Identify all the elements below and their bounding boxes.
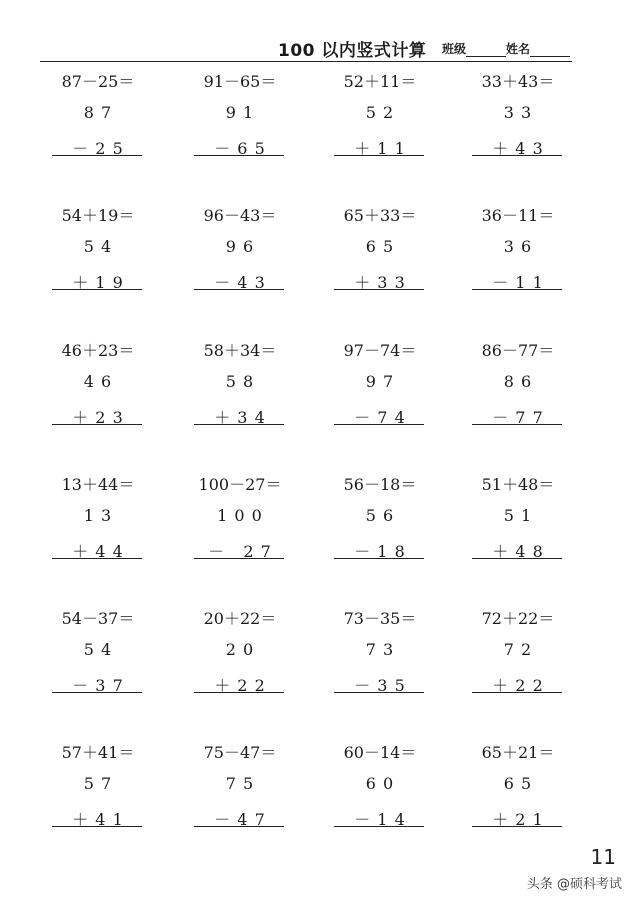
vertical-top-number: 7 2 — [503, 640, 533, 659]
answer-line — [52, 424, 142, 425]
vertical-operand: ＋ 4 8 — [492, 542, 544, 561]
problem-item — [330, 599, 450, 699]
class-label: 班级 — [442, 42, 467, 56]
problem-equation: 36－11＝ — [481, 206, 555, 225]
problem-item — [190, 465, 310, 565]
vertical-operand: － 7 7 — [492, 408, 544, 427]
vertical-top-number: 5 8 — [225, 372, 255, 391]
vertical-operand: ＋ 2 1 — [492, 810, 544, 829]
problem-item — [330, 62, 450, 162]
answer-line — [194, 289, 284, 290]
vertical-operand: ＋ 3 3 — [354, 273, 406, 292]
problem-equation: 65＋33＝ — [343, 206, 417, 225]
vertical-top-number: 7 3 — [365, 640, 395, 659]
vertical-top-number: 3 6 — [503, 237, 533, 256]
problem-item — [48, 331, 168, 431]
vertical-top-number: 5 2 — [365, 103, 395, 122]
problem-equation: 46＋23＝ — [61, 341, 135, 360]
page-number: 11 — [590, 845, 616, 869]
problem-item — [468, 465, 588, 565]
answer-line — [194, 424, 284, 425]
vertical-operand: － 3 5 — [354, 676, 406, 695]
problem-equation: 56－18＝ — [343, 475, 417, 494]
problem-equation: 100－27＝ — [198, 475, 282, 494]
answer-line — [194, 826, 284, 827]
worksheet-header — [0, 0, 640, 62]
vertical-top-number: 2 0 — [225, 640, 255, 659]
problem-equation: 72＋22＝ — [481, 609, 555, 628]
name-label: 姓名 — [506, 42, 531, 56]
problem-item — [330, 331, 450, 431]
problem-item — [48, 62, 168, 162]
problem-item — [190, 331, 310, 431]
problem-equation: 58＋34＝ — [203, 341, 277, 360]
vertical-operand: － 1 4 — [354, 810, 406, 829]
problem-equation: 57＋41＝ — [61, 743, 135, 762]
answer-line — [472, 155, 562, 156]
answer-line — [472, 289, 562, 290]
problem-equation: 75－47＝ — [203, 743, 277, 762]
problem-item — [330, 465, 450, 565]
answer-line — [334, 692, 424, 693]
vertical-top-number: 9 6 — [225, 237, 255, 256]
problem-equation: 33＋43＝ — [481, 72, 555, 91]
vertical-operand: － 4 3 — [214, 273, 266, 292]
answer-line — [52, 826, 142, 827]
vertical-operand: ＋ 2 2 — [214, 676, 266, 695]
answer-line — [334, 289, 424, 290]
problem-item — [190, 733, 310, 833]
vertical-operand: － 6 5 — [214, 139, 266, 158]
vertical-operand: ＋ 4 1 — [72, 810, 124, 829]
vertical-operand: － 1 8 — [354, 542, 406, 561]
class-blank — [466, 44, 506, 57]
problem-item — [48, 733, 168, 833]
vertical-operand: ＋ 1 9 — [72, 273, 124, 292]
answer-line — [334, 558, 424, 559]
answer-line — [472, 826, 562, 827]
problem-item — [468, 599, 588, 699]
vertical-operand: － 7 4 — [354, 408, 406, 427]
answer-line — [52, 692, 142, 693]
problem-item — [48, 196, 168, 296]
vertical-top-number: 5 6 — [365, 506, 395, 525]
problem-item — [468, 196, 588, 296]
problem-equation: 96－43＝ — [203, 206, 277, 225]
problem-item — [330, 733, 450, 833]
watermark-text: 头条 @硕科考试 — [526, 877, 622, 892]
problem-equation: 20＋22＝ — [203, 609, 277, 628]
vertical-top-number: 1 3 — [83, 506, 113, 525]
name-blank — [530, 44, 570, 57]
problem-equation: 86－77＝ — [481, 341, 555, 360]
worksheet-title: 100 以内竖式计算 — [278, 41, 427, 61]
vertical-top-number: 8 7 — [83, 103, 113, 122]
problem-item — [48, 465, 168, 565]
vertical-operand: ＋ 2 3 — [72, 408, 124, 427]
vertical-operand: ＋ 4 3 — [492, 139, 544, 158]
vertical-top-number: 4 6 — [83, 372, 113, 391]
answer-line — [472, 424, 562, 425]
answer-line — [52, 289, 142, 290]
vertical-operand: － 3 7 — [72, 676, 124, 695]
class-field — [442, 40, 506, 57]
problem-equation: 97－74＝ — [343, 341, 417, 360]
answer-line — [472, 692, 562, 693]
answer-line — [334, 155, 424, 156]
vertical-top-number: 7 5 — [225, 774, 255, 793]
name-field — [506, 40, 570, 57]
vertical-top-number: 6 0 — [365, 774, 395, 793]
problem-equation: 54－37＝ — [61, 609, 135, 628]
problem-item — [48, 599, 168, 699]
vertical-operand: ＋ 1 1 — [354, 139, 406, 158]
problem-item — [468, 733, 588, 833]
problem-item — [190, 62, 310, 162]
vertical-top-number: 5 1 — [503, 506, 533, 525]
problem-equation: 87－25＝ — [61, 72, 135, 91]
answer-line — [334, 424, 424, 425]
problem-item — [468, 62, 588, 162]
answer-line — [472, 558, 562, 559]
vertical-operand: ＋ 3 4 — [214, 408, 266, 427]
problem-item — [190, 196, 310, 296]
problem-equation: 52＋11＝ — [343, 72, 417, 91]
vertical-operand: ＋ 2 2 — [492, 676, 544, 695]
vertical-operand: ＋ 4 4 — [72, 542, 124, 561]
vertical-top-number: 9 1 — [225, 103, 255, 122]
vertical-top-number: 5 7 — [83, 774, 113, 793]
vertical-top-number: 6 5 — [365, 237, 395, 256]
problem-item — [468, 331, 588, 431]
vertical-top-number: 8 6 — [503, 372, 533, 391]
vertical-operand: － 2 5 — [72, 139, 124, 158]
vertical-top-number: 5 4 — [83, 640, 113, 659]
vertical-operand: － 1 1 — [492, 273, 544, 292]
answer-line — [194, 692, 284, 693]
answer-line — [194, 155, 284, 156]
vertical-top-number: 5 4 — [83, 237, 113, 256]
vertical-top-number: 6 5 — [503, 774, 533, 793]
problem-equation: 51＋48＝ — [481, 475, 555, 494]
vertical-operand: － 2 7 — [208, 542, 272, 561]
answer-line — [194, 558, 284, 559]
problem-equation: 91－65＝ — [203, 72, 277, 91]
problem-equation: 13＋44＝ — [61, 475, 135, 494]
problem-equation: 54＋19＝ — [61, 206, 135, 225]
problem-item — [190, 599, 310, 699]
problem-equation: 60－14＝ — [343, 743, 417, 762]
vertical-operand: － 4 7 — [214, 810, 266, 829]
answer-line — [52, 558, 142, 559]
answer-line — [52, 155, 142, 156]
vertical-top-number: 9 7 — [365, 372, 395, 391]
vertical-top-number: 3 3 — [503, 103, 533, 122]
answer-line — [334, 826, 424, 827]
problem-item — [330, 196, 450, 296]
problem-equation: 73－35＝ — [343, 609, 417, 628]
problem-equation: 65＋21＝ — [481, 743, 555, 762]
vertical-top-number: 1 0 0 — [217, 506, 263, 525]
